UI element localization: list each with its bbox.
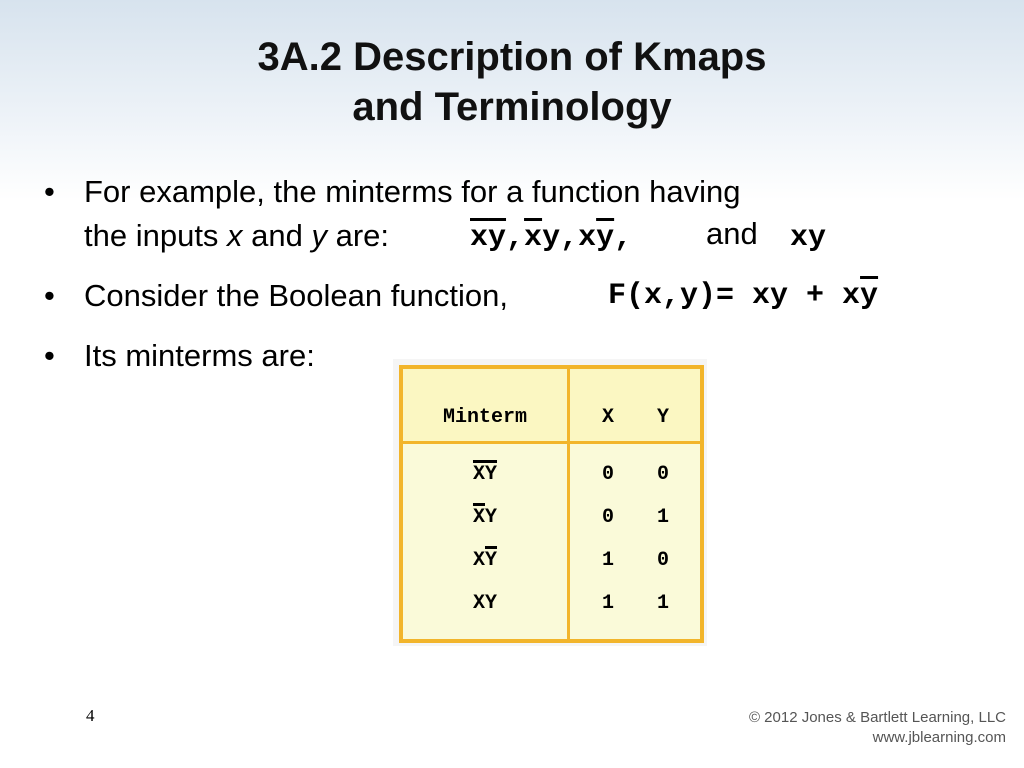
bullet-3-text: Its minterms are: — [84, 338, 315, 373]
table-row-minterm: $\overline{X}\overline{Y}$ — [472, 463, 498, 486]
minterm-xy: xy — [790, 221, 827, 255]
slide-title — [0, 32, 1024, 132]
header-x: X — [601, 406, 614, 429]
bullet-dot: • — [44, 174, 55, 209]
copyright-line-2: www.jblearning.com — [872, 729, 1006, 746]
table-row-y: 1 — [656, 592, 669, 615]
table-row-minterm: $\overline{X}Y$ — [472, 506, 498, 529]
minterm-table-box — [399, 365, 704, 643]
bullet-1-line-2: the inputs x and y are: — [84, 218, 390, 253]
header-y: Y — [656, 406, 669, 429]
table-divider — [567, 369, 570, 639]
table-row-x: 1 — [601, 592, 614, 615]
table-row-minterm: $X\overline{Y}$ — [472, 549, 498, 572]
bullet-1-line-1: For example, the minterms for a function having — [84, 174, 741, 209]
minterms-expression: $\overline{x}\overline{y},\overline{x}y,x\overline{y}$, — [470, 221, 633, 255]
boolean-function-expression: F(x,y)= xy + $x\overline{y}$ — [608, 279, 879, 313]
bullet-dot: • — [44, 278, 55, 313]
title-line-2: and Terminology — [352, 85, 672, 129]
table-row-y: 1 — [656, 506, 669, 529]
minterm-table — [393, 359, 707, 646]
bullet-dot: • — [44, 338, 55, 373]
table-row-x: 0 — [601, 463, 614, 486]
table-row-x: 0 — [601, 506, 614, 529]
copyright-line-1: © 2012 Jones & Bartlett Learning, LLC — [748, 709, 1006, 726]
header-minterm: Minterm — [442, 406, 527, 429]
and-text: and — [706, 216, 758, 251]
table-row-x: 1 — [601, 549, 614, 572]
title-line-1: 3A.2 Description of Kmaps — [257, 35, 767, 79]
table-row-minterm: XY — [472, 592, 498, 615]
table-row-y: 0 — [656, 463, 669, 486]
table-row-y: 0 — [656, 549, 669, 572]
page-number: 4 — [86, 706, 95, 725]
bullet-2-text: Consider the Boolean function, — [84, 278, 508, 313]
copyright — [749, 708, 1006, 748]
